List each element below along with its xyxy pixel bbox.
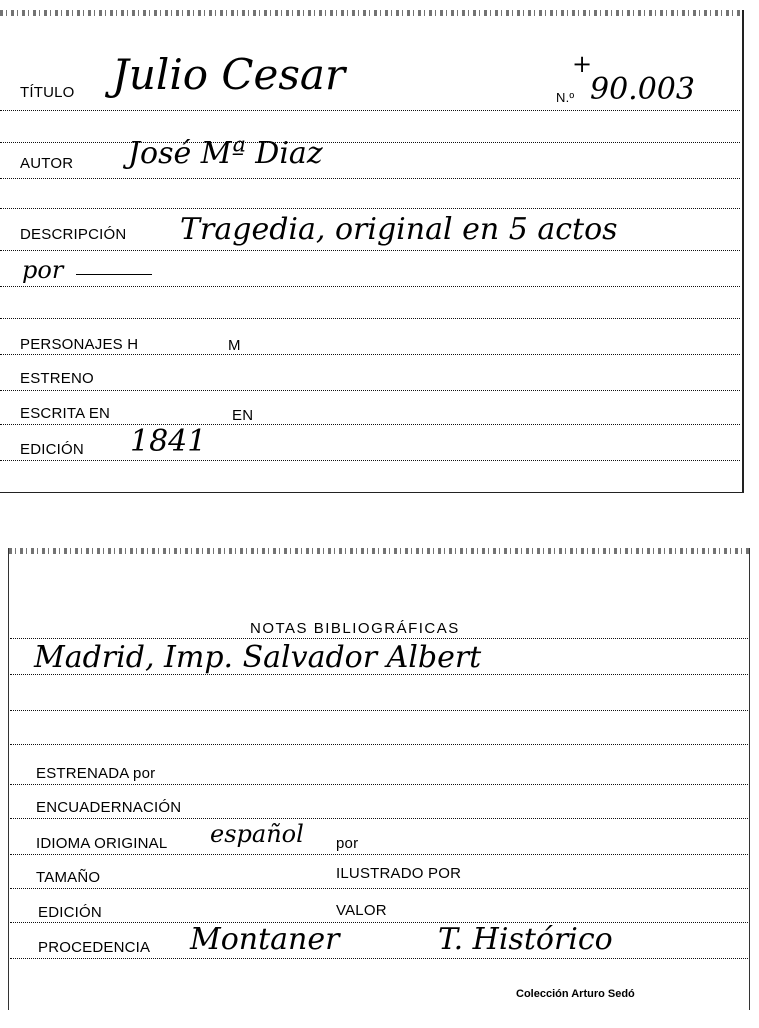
estrenada-label: ESTRENADA por [36, 765, 156, 782]
rule-line [0, 208, 740, 209]
valor-label: VALOR [336, 902, 387, 919]
encuadernacion-label: ENCUADERNACIÓN [36, 799, 182, 816]
rule-line [10, 710, 748, 711]
titulo-value: Julio Cesar [112, 50, 346, 99]
estreno-label: ESTRENO [20, 370, 94, 387]
autor-label: AUTOR [20, 155, 74, 172]
rule-line [10, 958, 748, 959]
idioma-label: IDIOMA ORIGINAL [36, 835, 168, 852]
idioma-value: español [210, 820, 304, 848]
numero-mark: + [572, 50, 593, 78]
escrita-en-label: EN [232, 407, 254, 424]
rule-line [10, 922, 748, 923]
ilustrado-label: ILUSTRADO POR [336, 865, 462, 882]
torn-edge [0, 10, 742, 16]
rule-line [10, 674, 748, 675]
notas-value: Madrid, Imp. Salvador Albert [34, 640, 482, 675]
torn-edge [9, 548, 749, 554]
rule-line [10, 638, 748, 639]
numero-prefix: N.º [556, 90, 575, 105]
rule-line [0, 286, 740, 287]
rule-line [10, 818, 748, 819]
rule-line [0, 354, 740, 355]
escrita-label: ESCRITA EN [20, 405, 111, 422]
descripcion-value: Tragedia, original en 5 actos [180, 212, 618, 247]
procedencia-value-2: T. Histórico [438, 922, 613, 957]
rule-line [0, 390, 740, 391]
rule-line [0, 250, 740, 251]
collection-footer: Colección Arturo Sedó [516, 988, 635, 1000]
descripcion-label: DESCRIPCIÓN [20, 226, 127, 243]
rule-line [0, 318, 740, 319]
numero-value: 90.003 [590, 72, 695, 107]
rule-line [0, 142, 740, 143]
underline-stroke [76, 274, 152, 275]
procedencia-label: PROCEDENCIA [38, 939, 151, 956]
rule-line [10, 784, 748, 785]
tamano-label: TAMAÑO [36, 869, 101, 886]
personajes-label: PERSONAJES H [20, 336, 139, 353]
idioma-por-label: por [336, 835, 359, 852]
personajes-m-label: M [228, 337, 241, 354]
edicion2-label: EDICIÓN [38, 904, 102, 921]
rule-line [10, 744, 748, 745]
rule-line [10, 854, 748, 855]
rule-line [0, 178, 740, 179]
rule-line [10, 888, 748, 889]
rule-line [0, 460, 740, 461]
titulo-label: TÍTULO [20, 84, 75, 101]
descripcion-line2: por [22, 256, 64, 284]
notas-title: NOTAS BIBLIOGRÁFICAS [250, 620, 460, 637]
autor-value: José Mª Diaz [128, 136, 323, 171]
procedencia-value: Montaner [190, 922, 340, 957]
edicion-value: 1841 [130, 424, 207, 459]
rule-line [0, 110, 740, 111]
rule-line [0, 424, 740, 425]
edicion-label: EDICIÓN [20, 441, 84, 458]
